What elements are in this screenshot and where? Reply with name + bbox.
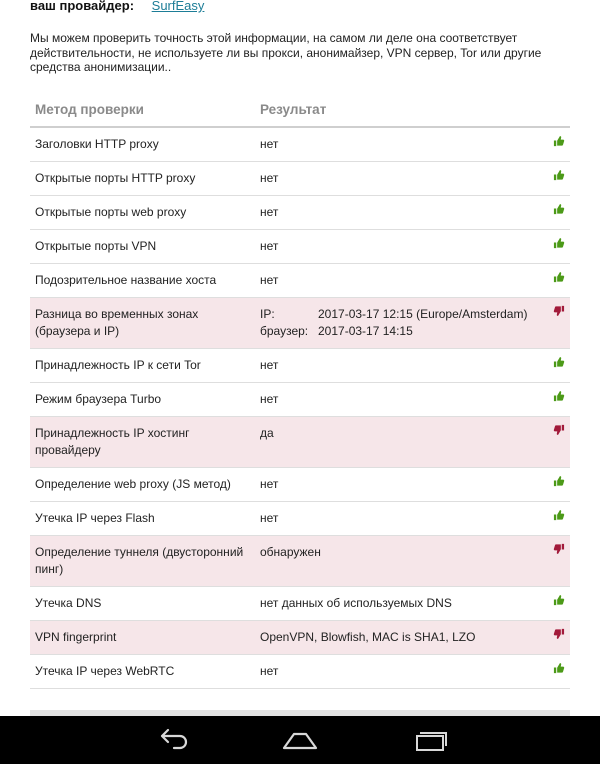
table-row <box>30 196 570 230</box>
check-status <box>540 655 570 689</box>
thumbs-up-icon <box>553 594 565 606</box>
table-row <box>30 127 570 162</box>
table-row <box>30 417 570 468</box>
table-row <box>30 162 570 196</box>
thumbs-up-icon <box>553 237 565 249</box>
thumbs-up-icon <box>553 271 565 283</box>
check-status <box>540 298 570 349</box>
table-row <box>30 655 570 689</box>
check-result: нет <box>255 196 540 230</box>
home-button[interactable] <box>280 728 320 752</box>
check-result: нет <box>255 162 540 196</box>
check-result: нет <box>255 230 540 264</box>
ip-label: IP: <box>260 307 275 321</box>
check-result: нет <box>255 502 540 536</box>
check-method: Подозрительное название хоста <box>30 264 255 298</box>
ip-time: 2017-03-17 12:15 (Europe/Amsterdam) <box>318 307 528 321</box>
table-row <box>30 621 570 655</box>
check-result: нет <box>255 655 540 689</box>
check-result: обнаружен <box>255 536 540 587</box>
thumbs-down-icon <box>553 543 565 555</box>
check-method: Принадлежность IP к сети Tor <box>30 349 255 383</box>
check-method: Утечка DNS <box>30 587 255 621</box>
check-status <box>540 264 570 298</box>
table-row <box>30 536 570 587</box>
check-status <box>540 417 570 468</box>
check-result: нет данных об используемых DNS <box>255 587 540 621</box>
check-method: Заголовки HTTP proxy <box>30 127 255 162</box>
table-row <box>30 298 570 349</box>
check-method: Режим браузера Turbo <box>30 383 255 417</box>
provider-link[interactable]: SurfEasy <box>151 0 205 13</box>
check-status <box>540 502 570 536</box>
check-method: Открытые порты VPN <box>30 230 255 264</box>
thumbs-up-icon <box>553 475 565 487</box>
result-column-header: Результат <box>255 92 540 127</box>
thumbs-up-icon <box>553 390 565 402</box>
check-method: Разница во временных зонах (браузера и IP) <box>30 298 255 349</box>
check-method: Утечка IP через WebRTC <box>30 655 255 689</box>
check-method: Определение туннеля (двусторонний пинг) <box>30 536 255 587</box>
table-row <box>30 230 570 264</box>
thumbs-up-icon <box>553 662 565 674</box>
check-status <box>540 468 570 502</box>
method-column-header: Метод проверки <box>30 92 255 127</box>
table-row <box>30 502 570 536</box>
thumbs-down-icon <box>553 424 565 436</box>
check-status <box>540 196 570 230</box>
table-row <box>30 587 570 621</box>
thumbs-up-icon <box>553 203 565 215</box>
status-column-header <box>540 92 570 127</box>
check-result: нет <box>255 349 540 383</box>
thumbs-down-icon <box>553 305 565 317</box>
check-status <box>540 621 570 655</box>
thumbs-up-icon <box>553 135 565 147</box>
provider-label: ваш провайдер: <box>30 0 135 13</box>
table-row <box>30 264 570 298</box>
table-row <box>30 468 570 502</box>
check-result: да <box>255 417 540 468</box>
recent-apps-button[interactable] <box>410 728 450 752</box>
back-button[interactable] <box>152 728 192 752</box>
check-method: Принадлежность IP хостинг провайдеру <box>30 417 255 468</box>
check-status <box>540 587 570 621</box>
check-method: Открытые порты HTTP proxy <box>30 162 255 196</box>
provider-line <box>30 0 204 15</box>
check-status <box>540 127 570 162</box>
check-method: Определение web proxy (JS метод) <box>30 468 255 502</box>
table-header-row <box>30 92 570 127</box>
check-results-table <box>30 92 570 689</box>
check-result: нет <box>255 264 540 298</box>
check-result <box>255 298 540 349</box>
thumbs-up-icon <box>553 356 565 368</box>
check-status <box>540 162 570 196</box>
check-result: нет <box>255 468 540 502</box>
table-row <box>30 383 570 417</box>
browser-time: 2017-03-17 14:15 <box>318 324 413 338</box>
browser-label: браузер: <box>260 324 309 338</box>
back-icon <box>152 728 192 752</box>
thumbs-up-icon <box>553 509 565 521</box>
check-status <box>540 383 570 417</box>
check-result: нет <box>255 127 540 162</box>
check-status <box>540 230 570 264</box>
table-row <box>30 349 570 383</box>
home-icon <box>280 728 320 752</box>
check-result: нет <box>255 383 540 417</box>
check-method: VPN fingerprint <box>30 621 255 655</box>
intro-text: Мы можем проверить точность этой информации, на самом ли деле она соответствует действительности, не используете ли вы прокси, анонимайзер, VPN сервер, Tor или другие средства анонимизации.. <box>30 31 542 74</box>
android-navigation-bar <box>0 716 600 764</box>
recent-apps-icon <box>410 728 450 752</box>
check-method: Открытые порты web proxy <box>30 196 255 230</box>
thumbs-down-icon <box>553 628 565 640</box>
check-result: OpenVPN, Blowfish, MAC is SHA1, LZO <box>255 621 540 655</box>
check-method: Утечка IP через Flash <box>30 502 255 536</box>
thumbs-up-icon <box>553 169 565 181</box>
check-status <box>540 536 570 587</box>
check-status <box>540 349 570 383</box>
